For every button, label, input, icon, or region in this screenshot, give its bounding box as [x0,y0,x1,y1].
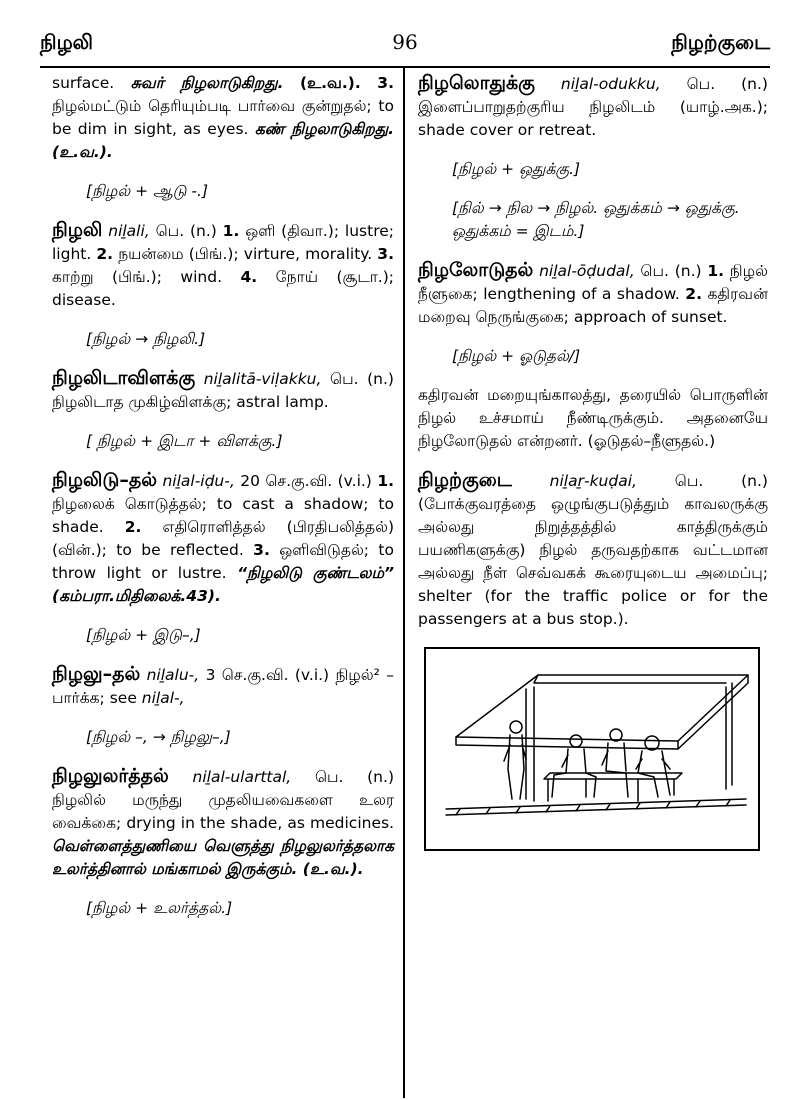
sense-text: நிழல்மட்டும் தெரியும்படி பார்வை குன்றுதல்; to be dim in sight, as eyes. [52,97,394,138]
entry-nizharkudai [418,469,768,631]
headword: நிழலிடாவிளக்கு [52,367,196,389]
person-standing-head [510,721,522,733]
sense-number: 3. [253,541,270,559]
headword: நிழலு–தல் [52,663,141,685]
entry-nizhali [52,219,394,312]
sense-number: 1. [222,222,240,240]
transliteration: niḻalitā-viḷakku, [203,370,322,388]
sense-number: 1. [707,262,725,280]
part-of-speech: பெ. (n.) [330,370,394,388]
sense-number: 3. [377,245,394,263]
cross-reference: niḻal-, [141,689,185,707]
example-phrase: சுவர் நிழலாடுகிறது. [130,74,284,92]
sense-text: நயன்மை (பிங்.); virture, morality. [118,245,373,263]
etymology: [நிழல் + இடு–,] [86,626,201,644]
usage-example: வெள்ளைத்துணியை வெளுத்து நிழலுலர்த்தலாக உலர்த்தினால் மங்காமல் இருக்கும். (உ.வ.). [52,837,394,878]
guide-word-right: நிழற்குடை [671,30,770,54]
right-column [418,72,768,851]
etymology: [நிழல் + ஆடு -.] [86,182,208,200]
part-of-speech: 20 செ.கு.வி. (v.i.) [240,472,372,490]
transliteration: niḻal-iḍu-, [162,472,235,490]
definition: நிழல்² – பார்க்க; see [52,666,394,707]
sense-text: எதிரொளித்தல் (பிரதிபலித்தல்) (வின்.); to be reflected. [52,518,394,559]
roof-underside [534,675,726,683]
transliteration: niḻal-ōḍudal, [539,262,635,280]
entry-nizhaloduthal [418,259,768,329]
sense-number: 3. [377,74,394,92]
page-header [40,22,770,62]
source-abbrev: (உ.வ.). [300,74,361,92]
header-rule [40,66,770,68]
post-left [526,687,534,801]
transliteration: niḻaṟ-kuḍai, [549,472,637,490]
definition: நிழலிடாத முகிழ்விளக்கு; astral lamp. [52,393,329,411]
entry-nizhaliduthal [52,469,394,608]
etymology: [நிழல் + ஓடுதல்/] [452,347,581,365]
guide-word-left: நிழலி [40,30,94,54]
shelter-roof-side [678,675,748,749]
entry-continuation [52,72,394,164]
definition: நிழலில் மருந்து முதலியவைகளை உலர வைக்கை; drying in the shade, as medicines. [52,791,394,832]
sense-number: 4. [240,268,258,286]
shelter-roof [456,675,748,741]
person-standing-body [504,735,526,799]
example-phrase: கண் நிழலாடுகிறது. (உ.வ.). [52,120,394,161]
person-seated-3-body [636,751,670,797]
part-of-speech: 3 செ.கு.வி. (v.i.) [205,666,330,684]
headword: நிழலிடு–தல் [52,469,157,491]
part-of-speech: பெ. (n.) [155,222,217,240]
etymology: [நிழல் + ஒதுக்கு.] [452,160,581,178]
headword: நிழலோடுதல் [418,259,534,281]
left-column [52,72,394,936]
definition: இளைப்பாறுதற்குரிய நிழலிடம் (யாழ்.அக.); shade cover or retreat. [418,98,768,139]
entry-nizhalothukku [418,72,768,142]
etymology: [நிழல் –, → நிழலு–,] [86,728,231,746]
sense-text: நிழலைக் கொடுத்தல்; to cast a shadow; to shade. [52,495,394,536]
sense-text: காற்று (பிங்.); wind. [52,268,223,286]
sense-text: நிழல் நீளுகை; lengthening of a shadow. [418,262,768,303]
part-of-speech: பெ. (n.) [314,768,394,786]
person-seated-1-head [570,735,582,747]
explanatory-note: கதிரவன் மறையுங்காலத்து, தரையில் பொருளின் நிழல் உச்சமாய் நீண்டிருக்கும். அதனையே நிழலோடுதல் என்றனர். (ஓடுதல்–நீளுதல்.) [418,386,768,450]
part-of-speech: பெ. (n.) [640,262,702,280]
headword: நிழலொதுக்கு [418,72,535,94]
definition: (போக்குவரத்தை ஒழுங்குபடுத்தும் காவலருக்கு அல்லது நிறுத்தத்தில் காத்திருக்கும் பயணிகளுக்கு) நிழல் தருவதற்காக வட்டமான அல்லது நீள் செவ்வகக் கூரையுடைய அமைப்பு; shelter (for the traffic police or for the passengers at a bus stop.). [418,495,768,628]
transliteration: niḻal-odukku, [560,75,661,93]
column-divider [403,68,405,1098]
etymology: [நிழல் + உலர்த்தல்.] [86,899,233,917]
headword: நிழலுலர்த்தல் [52,765,169,787]
literary-quote: “நிழலிடு குண்டலம்” (கம்பரா.மிதிலைக்.43). [52,564,394,605]
etymology: [நிழல் → நிழலி.] [86,330,206,348]
ground-line [446,799,746,815]
entry-nizhaluthal [52,663,394,710]
sense-number: 1. [377,472,395,490]
continuation-text: surface. [52,74,115,92]
sense-text: ஒளி (திவா.); lustre; light. [52,222,394,263]
sense-text: ஒளிவிடுதல்; to throw light or lustre. [52,541,394,582]
etymology: [ நிழல் + இடா + விளக்கு.] [86,432,283,450]
transliteration: niḻal-ularttal, [192,768,292,786]
transliteration: niḻali, [108,222,150,240]
part-of-speech: பெ. (n.) [674,472,768,490]
entry-nizhalularthal [52,765,394,881]
part-of-speech: பெ. (n.) [686,75,768,93]
person-seated-2-body [602,743,628,797]
etymology-note: [நில் → நில → நிழல். ஒதுக்கம் → ஒதுக்கு. ஒதுக்கம் = இடம்.] [452,199,740,240]
bus-shelter-drawing [426,649,758,849]
sense-text: நோய் (சூடா.); disease. [52,268,394,309]
transliteration: niḻalu-, [146,666,200,684]
page-number: 96 [392,30,418,54]
sense-text: கதிரவன் மறைவு நெருங்குகை; approach of sunset. [418,285,768,326]
headword: நிழற்குடை [418,469,512,491]
sense-number: 2. [124,518,142,536]
sense-number: 2. [685,285,702,303]
sense-number: 2. [96,245,114,263]
headword: நிழலி [52,219,103,241]
bus-shelter-illustration [424,647,760,851]
entry-nizhalitaavilakku [52,367,394,414]
